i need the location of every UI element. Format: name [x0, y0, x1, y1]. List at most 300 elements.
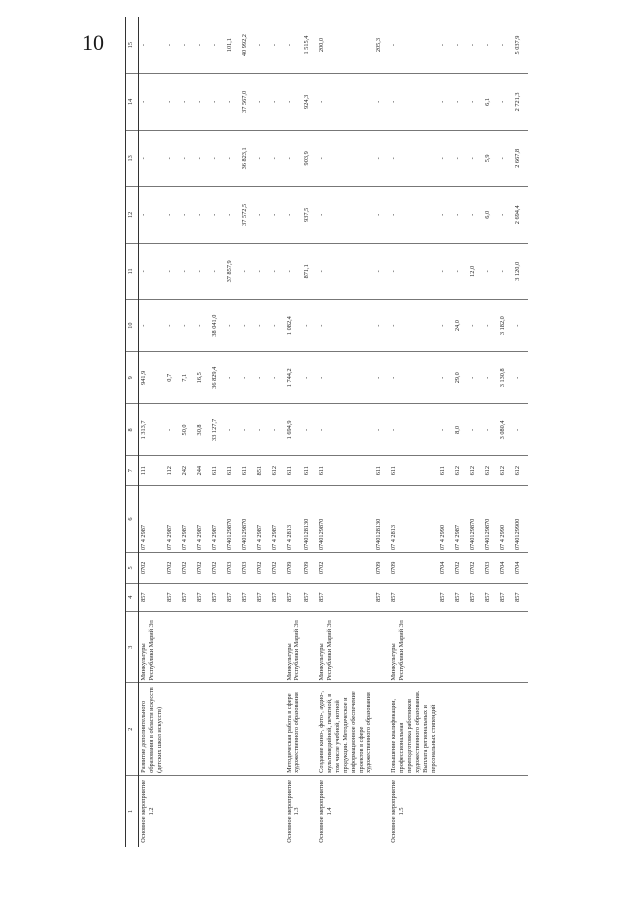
table-row: [453, 17, 468, 847]
value-cell: 37 857,9: [225, 243, 240, 299]
value-cell: -: [374, 130, 389, 186]
value-cell: 2 667,8: [513, 130, 528, 186]
measure-name-cell: [438, 775, 453, 847]
value-cell: 101,1: [225, 17, 240, 74]
value-cell: -: [389, 74, 438, 130]
value-cell: -: [180, 300, 195, 352]
value-cell: 6,0: [483, 187, 498, 243]
description-cell: [180, 683, 195, 775]
measure-name-cell: [453, 775, 468, 847]
value-cell: -: [438, 352, 453, 404]
target-article-cell: 0740129870: [468, 485, 483, 552]
value-cell: -: [210, 130, 225, 186]
value-cell: 0,7: [165, 352, 180, 404]
value-cell: 871,1: [302, 243, 317, 299]
column-header: 12: [126, 187, 139, 243]
description-cell: Развитие дополнительного образования в области искусств (детских школ искусств): [139, 683, 165, 775]
section-code-cell: 0709: [389, 553, 438, 583]
executor-cell: Минкультуры Республики Марий Эл: [285, 611, 303, 683]
table-row: [255, 17, 270, 847]
table-row: [270, 17, 285, 847]
column-header: 4: [126, 583, 139, 611]
target-article-cell: 07 4 2987: [210, 485, 225, 552]
expense-type-cell: 612: [270, 456, 285, 485]
value-cell: 36 829,4: [210, 352, 225, 404]
section-code-cell: 0702: [139, 553, 165, 583]
grbs-code-cell: 857: [513, 583, 528, 611]
expense-type-cell: 611: [317, 456, 374, 485]
target-article-cell: 07 4 2813: [389, 485, 438, 552]
table-row: [285, 17, 303, 847]
value-cell: -: [255, 352, 270, 404]
target-article-cell: 07 4 2990: [498, 485, 513, 552]
value-cell: -: [468, 187, 483, 243]
value-cell: -: [483, 300, 498, 352]
executor-cell: [438, 611, 453, 683]
executor-cell: [165, 611, 180, 683]
expense-type-cell: 611: [210, 456, 225, 485]
value-cell: -: [225, 130, 240, 186]
target-article-cell: 0740128130: [374, 485, 389, 552]
description-cell: [513, 683, 528, 775]
value-cell: -: [302, 404, 317, 456]
value-cell: -: [317, 300, 374, 352]
description-cell: [225, 683, 240, 775]
expense-type-cell: 611: [389, 456, 438, 485]
value-cell: -: [317, 404, 374, 456]
value-cell: -: [270, 130, 285, 186]
target-article-cell: 0740129870: [483, 485, 498, 552]
executor-cell: [374, 611, 389, 683]
value-cell: -: [483, 243, 498, 299]
column-header: 8: [126, 404, 139, 456]
value-cell: 3 120,0: [513, 243, 528, 299]
value-cell: -: [270, 352, 285, 404]
description-cell: [270, 683, 285, 775]
section-code-cell: 0703: [483, 553, 498, 583]
section-code-cell: 0702: [180, 553, 195, 583]
table-row: [210, 17, 225, 847]
grbs-code-cell: 857: [453, 583, 468, 611]
value-cell: -: [195, 130, 210, 186]
value-cell: 2 694,4: [513, 187, 528, 243]
value-cell: -: [240, 300, 255, 352]
measure-name-cell: [240, 775, 255, 847]
table-body: [139, 17, 529, 847]
value-cell: -: [513, 404, 528, 456]
column-header: 3: [126, 611, 139, 683]
section-code-cell: 0702: [270, 553, 285, 583]
section-code-cell: 0704: [498, 553, 513, 583]
value-cell: 30,8: [195, 404, 210, 456]
value-cell: -: [389, 404, 438, 456]
expense-type-cell: 611: [240, 456, 255, 485]
value-cell: -: [483, 404, 498, 456]
description-cell: Создание кино-, фото-, аудио-, мультимедийной, печатной, в том числе учебной, нотной продукции. Методическое и информационное обеспечение проектов в сфере художественного образования: [317, 683, 374, 775]
value-cell: -: [139, 130, 165, 186]
value-cell: -: [270, 187, 285, 243]
value-cell: -: [255, 300, 270, 352]
expense-type-cell: 112: [165, 456, 180, 485]
expense-type-cell: 612: [453, 456, 468, 485]
section-code-cell: 0704: [513, 553, 528, 583]
executor-cell: [513, 611, 528, 683]
value-cell: -: [374, 187, 389, 243]
value-cell: -: [225, 404, 240, 456]
value-cell: -: [389, 17, 438, 74]
value-cell: -: [139, 74, 165, 130]
section-code-cell: 0702: [317, 553, 374, 583]
value-cell: -: [210, 17, 225, 74]
value-cell: -: [165, 74, 180, 130]
target-article-cell: 07 4 2990: [438, 485, 453, 552]
description-cell: [210, 683, 225, 775]
value-cell: -: [317, 352, 374, 404]
value-cell: -: [165, 187, 180, 243]
value-cell: -: [498, 130, 513, 186]
value-cell: -: [438, 300, 453, 352]
value-cell: -: [255, 243, 270, 299]
grbs-code-cell: 857: [317, 583, 374, 611]
measure-name-cell: [195, 775, 210, 847]
section-code-cell: 0702: [195, 553, 210, 583]
value-cell: -: [180, 243, 195, 299]
value-cell: 1 694,9: [285, 404, 303, 456]
value-cell: -: [302, 352, 317, 404]
column-header: 15: [126, 17, 139, 74]
measure-name-cell: [210, 775, 225, 847]
grbs-code-cell: 857: [302, 583, 317, 611]
value-cell: -: [438, 17, 453, 74]
table-row: [139, 17, 165, 847]
description-cell: [483, 683, 498, 775]
table-row: [513, 17, 528, 847]
measure-name-cell: [302, 775, 317, 847]
value-cell: 12,0: [468, 243, 483, 299]
rotated-table-area: [125, 17, 635, 847]
table-row: [389, 17, 438, 847]
value-cell: 937,5: [302, 187, 317, 243]
grbs-code-cell: 857: [225, 583, 240, 611]
value-cell: -: [374, 243, 389, 299]
measure-name-cell: [498, 775, 513, 847]
value-cell: -: [374, 352, 389, 404]
value-cell: -: [468, 404, 483, 456]
value-cell: -: [195, 243, 210, 299]
section-code-cell: 0702: [453, 553, 468, 583]
expense-type-cell: 612: [483, 456, 498, 485]
value-cell: -: [139, 187, 165, 243]
target-article-cell: 07 4 2987: [270, 485, 285, 552]
target-article-cell: 07 4 2987: [255, 485, 270, 552]
value-cell: -: [225, 74, 240, 130]
value-cell: 24,0: [453, 300, 468, 352]
grbs-code-cell: 857: [195, 583, 210, 611]
value-cell: 5 037,9: [513, 17, 528, 74]
column-number-row: [126, 17, 139, 847]
value-cell: -: [180, 130, 195, 186]
measure-name-cell: [180, 775, 195, 847]
value-cell: -: [317, 130, 374, 186]
value-cell: 2 721,3: [513, 74, 528, 130]
value-cell: -: [468, 17, 483, 74]
value-cell: 941,9: [139, 352, 165, 404]
value-cell: -: [139, 243, 165, 299]
budget-table: [125, 17, 528, 847]
executor-cell: [498, 611, 513, 683]
value-cell: -: [389, 187, 438, 243]
value-cell: -: [468, 130, 483, 186]
measure-name-cell: [513, 775, 528, 847]
value-cell: -: [453, 130, 468, 186]
expense-type-cell: 611: [302, 456, 317, 485]
value-cell: -: [438, 187, 453, 243]
description-cell: [498, 683, 513, 775]
section-code-cell: 0703: [240, 553, 255, 583]
executor-cell: Минкультуры Республики Марий Эл: [317, 611, 374, 683]
page-number: 10: [82, 30, 104, 55]
value-cell: 33 127,7: [210, 404, 225, 456]
target-article-cell: 07 4 2987: [139, 485, 165, 552]
value-cell: -: [498, 74, 513, 130]
column-header: 9: [126, 352, 139, 404]
value-cell: -: [139, 300, 165, 352]
target-article-cell: 07 4 2813: [285, 485, 303, 552]
table-row: [468, 17, 483, 847]
value-cell: 16,5: [195, 352, 210, 404]
target-article-cell: 0740128130: [302, 485, 317, 552]
column-header: 2: [126, 683, 139, 775]
column-header: 13: [126, 130, 139, 186]
value-cell: -: [389, 352, 438, 404]
measure-name-cell: [468, 775, 483, 847]
table-row: [317, 17, 374, 847]
measure-name-cell: [225, 775, 240, 847]
expense-type-cell: 611: [374, 456, 389, 485]
value-cell: -: [438, 404, 453, 456]
grbs-code-cell: 857: [165, 583, 180, 611]
target-article-cell: 07 4 2987: [165, 485, 180, 552]
value-cell: -: [468, 352, 483, 404]
value-cell: -: [468, 300, 483, 352]
grbs-code-cell: 857: [210, 583, 225, 611]
expense-type-cell: 244: [195, 456, 210, 485]
grbs-code-cell: 857: [374, 583, 389, 611]
value-cell: -: [498, 187, 513, 243]
column-header: 5: [126, 553, 139, 583]
grbs-code-cell: 857: [483, 583, 498, 611]
section-code-cell: 0702: [255, 553, 270, 583]
value-cell: -: [453, 74, 468, 130]
table-row: [374, 17, 389, 847]
value-cell: 37 567,0: [240, 74, 255, 130]
value-cell: -: [389, 243, 438, 299]
executor-cell: [225, 611, 240, 683]
description-cell: [165, 683, 180, 775]
value-cell: -: [210, 74, 225, 130]
executor-cell: [210, 611, 225, 683]
section-code-cell: 0703: [225, 553, 240, 583]
description-cell: Методическая работа в сфере художественного образования: [285, 683, 303, 775]
value-cell: -: [195, 74, 210, 130]
value-cell: -: [389, 300, 438, 352]
value-cell: 50,0: [180, 404, 195, 456]
measure-name-cell: [270, 775, 285, 847]
target-article-cell: 0740129870: [240, 485, 255, 552]
grbs-code-cell: 857: [240, 583, 255, 611]
value-cell: -: [374, 74, 389, 130]
value-cell: -: [255, 130, 270, 186]
measure-name-cell: Основное мероприятие 1.2: [140, 780, 155, 843]
value-cell: -: [483, 352, 498, 404]
table-row: [195, 17, 210, 847]
executor-cell: Минкультуры Республики Марий Эл: [139, 611, 165, 683]
value-cell: -: [195, 17, 210, 74]
expense-type-cell: 611: [438, 456, 453, 485]
section-code-cell: 0702: [468, 553, 483, 583]
grbs-code-cell: 857: [180, 583, 195, 611]
value-cell: 5,9: [483, 130, 498, 186]
description-cell: [195, 683, 210, 775]
value-cell: -: [270, 17, 285, 74]
value-cell: -: [139, 17, 165, 74]
value-cell: 1 082,4: [285, 300, 303, 352]
value-cell: -: [270, 74, 285, 130]
value-cell: 200,0: [317, 17, 374, 74]
executor-cell: [270, 611, 285, 683]
value-cell: -: [513, 300, 528, 352]
grbs-code-cell: 857: [270, 583, 285, 611]
grbs-code-cell: 857: [255, 583, 270, 611]
expense-type-cell: 612: [468, 456, 483, 485]
value-cell: -: [195, 300, 210, 352]
value-cell: -: [255, 404, 270, 456]
value-cell: 40 992,2: [240, 17, 255, 74]
table-row: [438, 17, 453, 847]
column-header: 11: [126, 243, 139, 299]
value-cell: -: [438, 243, 453, 299]
value-cell: -: [165, 300, 180, 352]
value-cell: 3 130,8: [498, 352, 513, 404]
value-cell: -: [225, 187, 240, 243]
expense-type-cell: 111: [139, 456, 165, 485]
value-cell: 1 313,7: [139, 404, 165, 456]
executor-cell: [195, 611, 210, 683]
grbs-code-cell: 857: [468, 583, 483, 611]
grbs-code-cell: 857: [389, 583, 438, 611]
table-row: [240, 17, 255, 847]
value-cell: -: [195, 187, 210, 243]
value-cell: -: [468, 74, 483, 130]
value-cell: 3 182,0: [498, 300, 513, 352]
value-cell: -: [285, 243, 303, 299]
target-article-cell: 0740129870: [317, 485, 374, 552]
target-article-cell: 07 4 2987: [453, 485, 468, 552]
value-cell: 29,0: [453, 352, 468, 404]
value-cell: -: [453, 187, 468, 243]
value-cell: 205,3: [374, 17, 389, 74]
target-article-cell: 07 4 2987: [195, 485, 210, 552]
value-cell: -: [453, 17, 468, 74]
section-code-cell: 0709: [302, 553, 317, 583]
measure-name-cell: Основное мероприятие 1.3: [285, 780, 301, 843]
grbs-code-cell: 857: [285, 583, 303, 611]
description-cell: [468, 683, 483, 775]
executor-cell: [468, 611, 483, 683]
executor-cell: [240, 611, 255, 683]
measure-name-cell: [165, 775, 180, 847]
column-header: 14: [126, 74, 139, 130]
value-cell: -: [225, 352, 240, 404]
value-cell: -: [240, 243, 255, 299]
table-row: [180, 17, 195, 847]
section-code-cell: 0702: [210, 553, 225, 583]
value-cell: -: [302, 300, 317, 352]
section-code-cell: 0704: [438, 553, 453, 583]
section-code-cell: 0709: [285, 553, 303, 583]
measure-name-cell: [374, 775, 389, 847]
table-row: [165, 17, 180, 847]
value-cell: -: [255, 17, 270, 74]
value-cell: 37 572,5: [240, 187, 255, 243]
value-cell: -: [317, 243, 374, 299]
value-cell: -: [389, 130, 438, 186]
value-cell: -: [180, 187, 195, 243]
column-header: 6: [126, 485, 139, 552]
target-article-cell: 07 4 2987: [180, 485, 195, 552]
value-cell: 36 823,1: [240, 130, 255, 186]
value-cell: -: [270, 300, 285, 352]
value-cell: -: [210, 187, 225, 243]
value-cell: -: [285, 187, 303, 243]
value-cell: -: [165, 404, 180, 456]
executor-cell: Минкультуры Республики Марий Эл: [389, 611, 438, 683]
measure-name-cell: Основное мероприятие 1.5: [390, 780, 406, 843]
target-article-cell: 0740129870: [225, 485, 240, 552]
description-cell: [255, 683, 270, 775]
description-cell: [240, 683, 255, 775]
description-cell: [374, 683, 389, 775]
value-cell: -: [483, 17, 498, 74]
column-header: 10: [126, 300, 139, 352]
executor-cell: [180, 611, 195, 683]
table-row: [483, 17, 498, 847]
measure-name-cell: [483, 775, 498, 847]
description-cell: [453, 683, 468, 775]
description-cell: [438, 683, 453, 775]
expense-type-cell: 611: [225, 456, 240, 485]
measure-name-cell: [255, 775, 270, 847]
value-cell: -: [255, 187, 270, 243]
value-cell: 1 515,4: [302, 17, 317, 74]
value-cell: -: [180, 17, 195, 74]
executor-cell: [302, 611, 317, 683]
value-cell: -: [317, 187, 374, 243]
value-cell: -: [374, 300, 389, 352]
value-cell: 903,9: [302, 130, 317, 186]
description-cell: Повышение квалификации, профессиональная переподготовка работников художественного образования. Выплата региональных и персональных стипендий: [389, 683, 438, 775]
value-cell: 1 744,2: [285, 352, 303, 404]
expense-type-cell: 242: [180, 456, 195, 485]
value-cell: 38 041,0: [210, 300, 225, 352]
value-cell: 7,1: [180, 352, 195, 404]
value-cell: -: [240, 404, 255, 456]
value-cell: -: [374, 404, 389, 456]
value-cell: -: [438, 130, 453, 186]
measure-name-cell: Основное мероприятие 1.4: [318, 780, 334, 843]
section-code-cell: 0702: [165, 553, 180, 583]
value-cell: 924,3: [302, 74, 317, 130]
